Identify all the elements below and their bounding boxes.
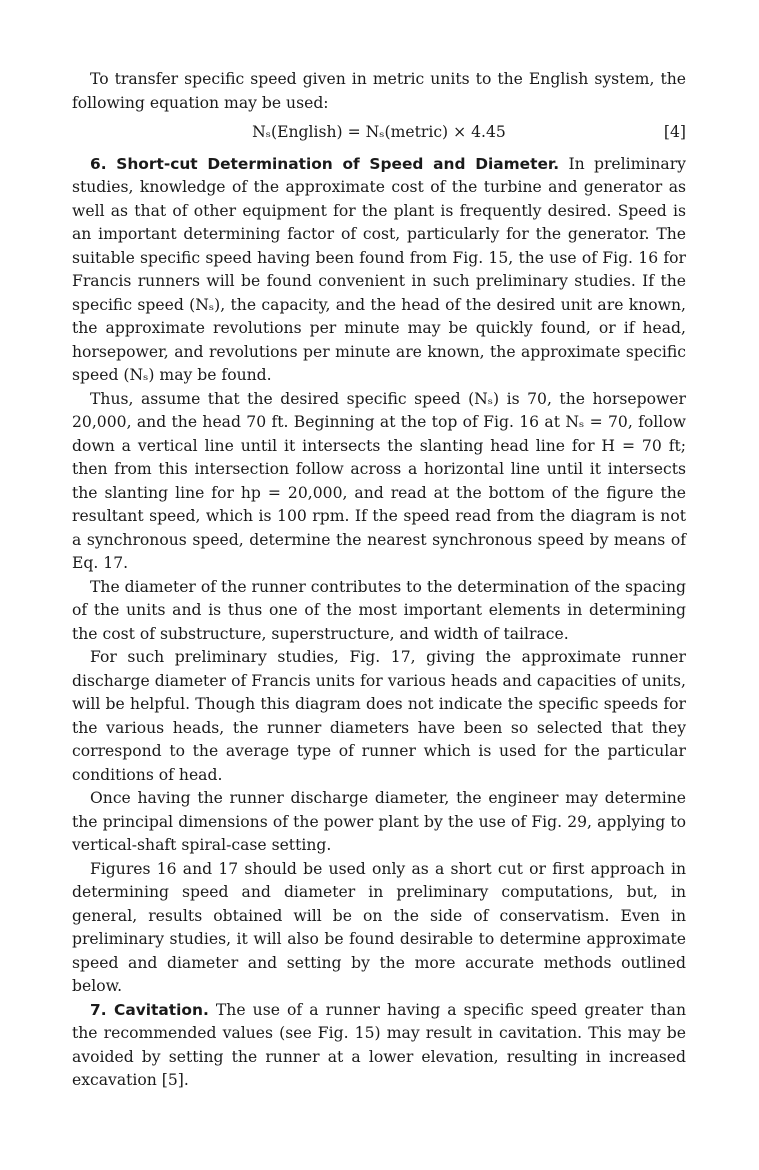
document-page	[72, 68, 686, 1093]
section-6-paragraph	[72, 153, 686, 388]
paragraph-discharge-diameter: Once having the runner discharge diameter, the engineer may determine the principal dimensions of the power plant by the use of Fig. 29, applying to vertical-shaft spiral-case setting.	[72, 789, 686, 854]
paragraph-fig-17: For such preliminary studies, Fig. 17, giving the approximate runner discharge diameter of Francis units for various heads and capacities of units, will be helpful. Though this diagram does not indicate the specific speeds for the various heads, the runner diameters have been so selected that they correspond to the average type of runner which is used for the particular conditions of head.	[72, 648, 686, 784]
intro-paragraph: To transfer specific speed given in metric units to the English system, the following equation may be used:	[72, 70, 686, 112]
section-7-text: The use of a runner having a specific speed greater than the recommended values (see Fig. 15) may result in cavitation. This may be avoided by setting the runner at a lower elevation, resulting in increased excavation [5].	[72, 1000, 686, 1089]
section-6-heading: 6. Short-cut Determination of Speed and Diameter.	[90, 154, 560, 173]
equation-body: Nₛ(English) = Nₛ(metric) × 4.45	[252, 123, 506, 141]
equation-4	[72, 121, 686, 145]
equation-number: [4]	[663, 123, 686, 141]
section-7-heading: 7. Cavitation.	[90, 1000, 209, 1019]
section-6-text: In preliminary studies, knowledge of the approximate cost of the turbine and generator as well as that of other equipment for the plant is frequently desired. Speed is an important determining factor of cost, particularly for the generator. The suitable specific speed having been found from Fig. 15, the use of Fig. 16 for Francis runners will be found convenient in such preliminary studies. If the specific speed (Nₛ), the capacity, and the head of the desired unit are known, the approximate revolutions per minute may be quickly found, or if head, horsepower, and revolutions per minute are known, the approximate specific speed (Nₛ) may be found.	[72, 154, 686, 384]
section-7-paragraph	[72, 999, 686, 1093]
paragraph-short-cut: Figures 16 and 17 should be used only as a short cut or first approach in determining speed and diameter in preliminary computations, but, in general, results obtained will be on the side of conservatism. Even in preliminary studies, it will also be found desirable to determine approximate speed and diameter and setting by the more accurate methods outlined below.	[72, 859, 686, 995]
paragraph-runner-diameter: The diameter of the runner contributes to the determination of the spacing of the units and is thus one of the most important elements in determining the cost of substructure, superstructure, and width of tailrace.	[72, 577, 686, 643]
paragraph-example: Thus, assume that the desired specific speed (Nₛ) is 70, the horsepower 20,000, and the head 70 ft. Beginning at the top of Fig. 16 at Nₛ = 70, follow down a vertical line until it intersects the slanting head line for H = 70 ft; then from this intersection follow across a horizontal line until it intersects the slanting line for hp = 20,000, and read at the bottom of the figure the resultant speed, which is 100 rpm. If the speed read from the diagram is not a synchronous speed, determine the nearest synchronous speed by means of Eq. 17.	[72, 389, 686, 572]
